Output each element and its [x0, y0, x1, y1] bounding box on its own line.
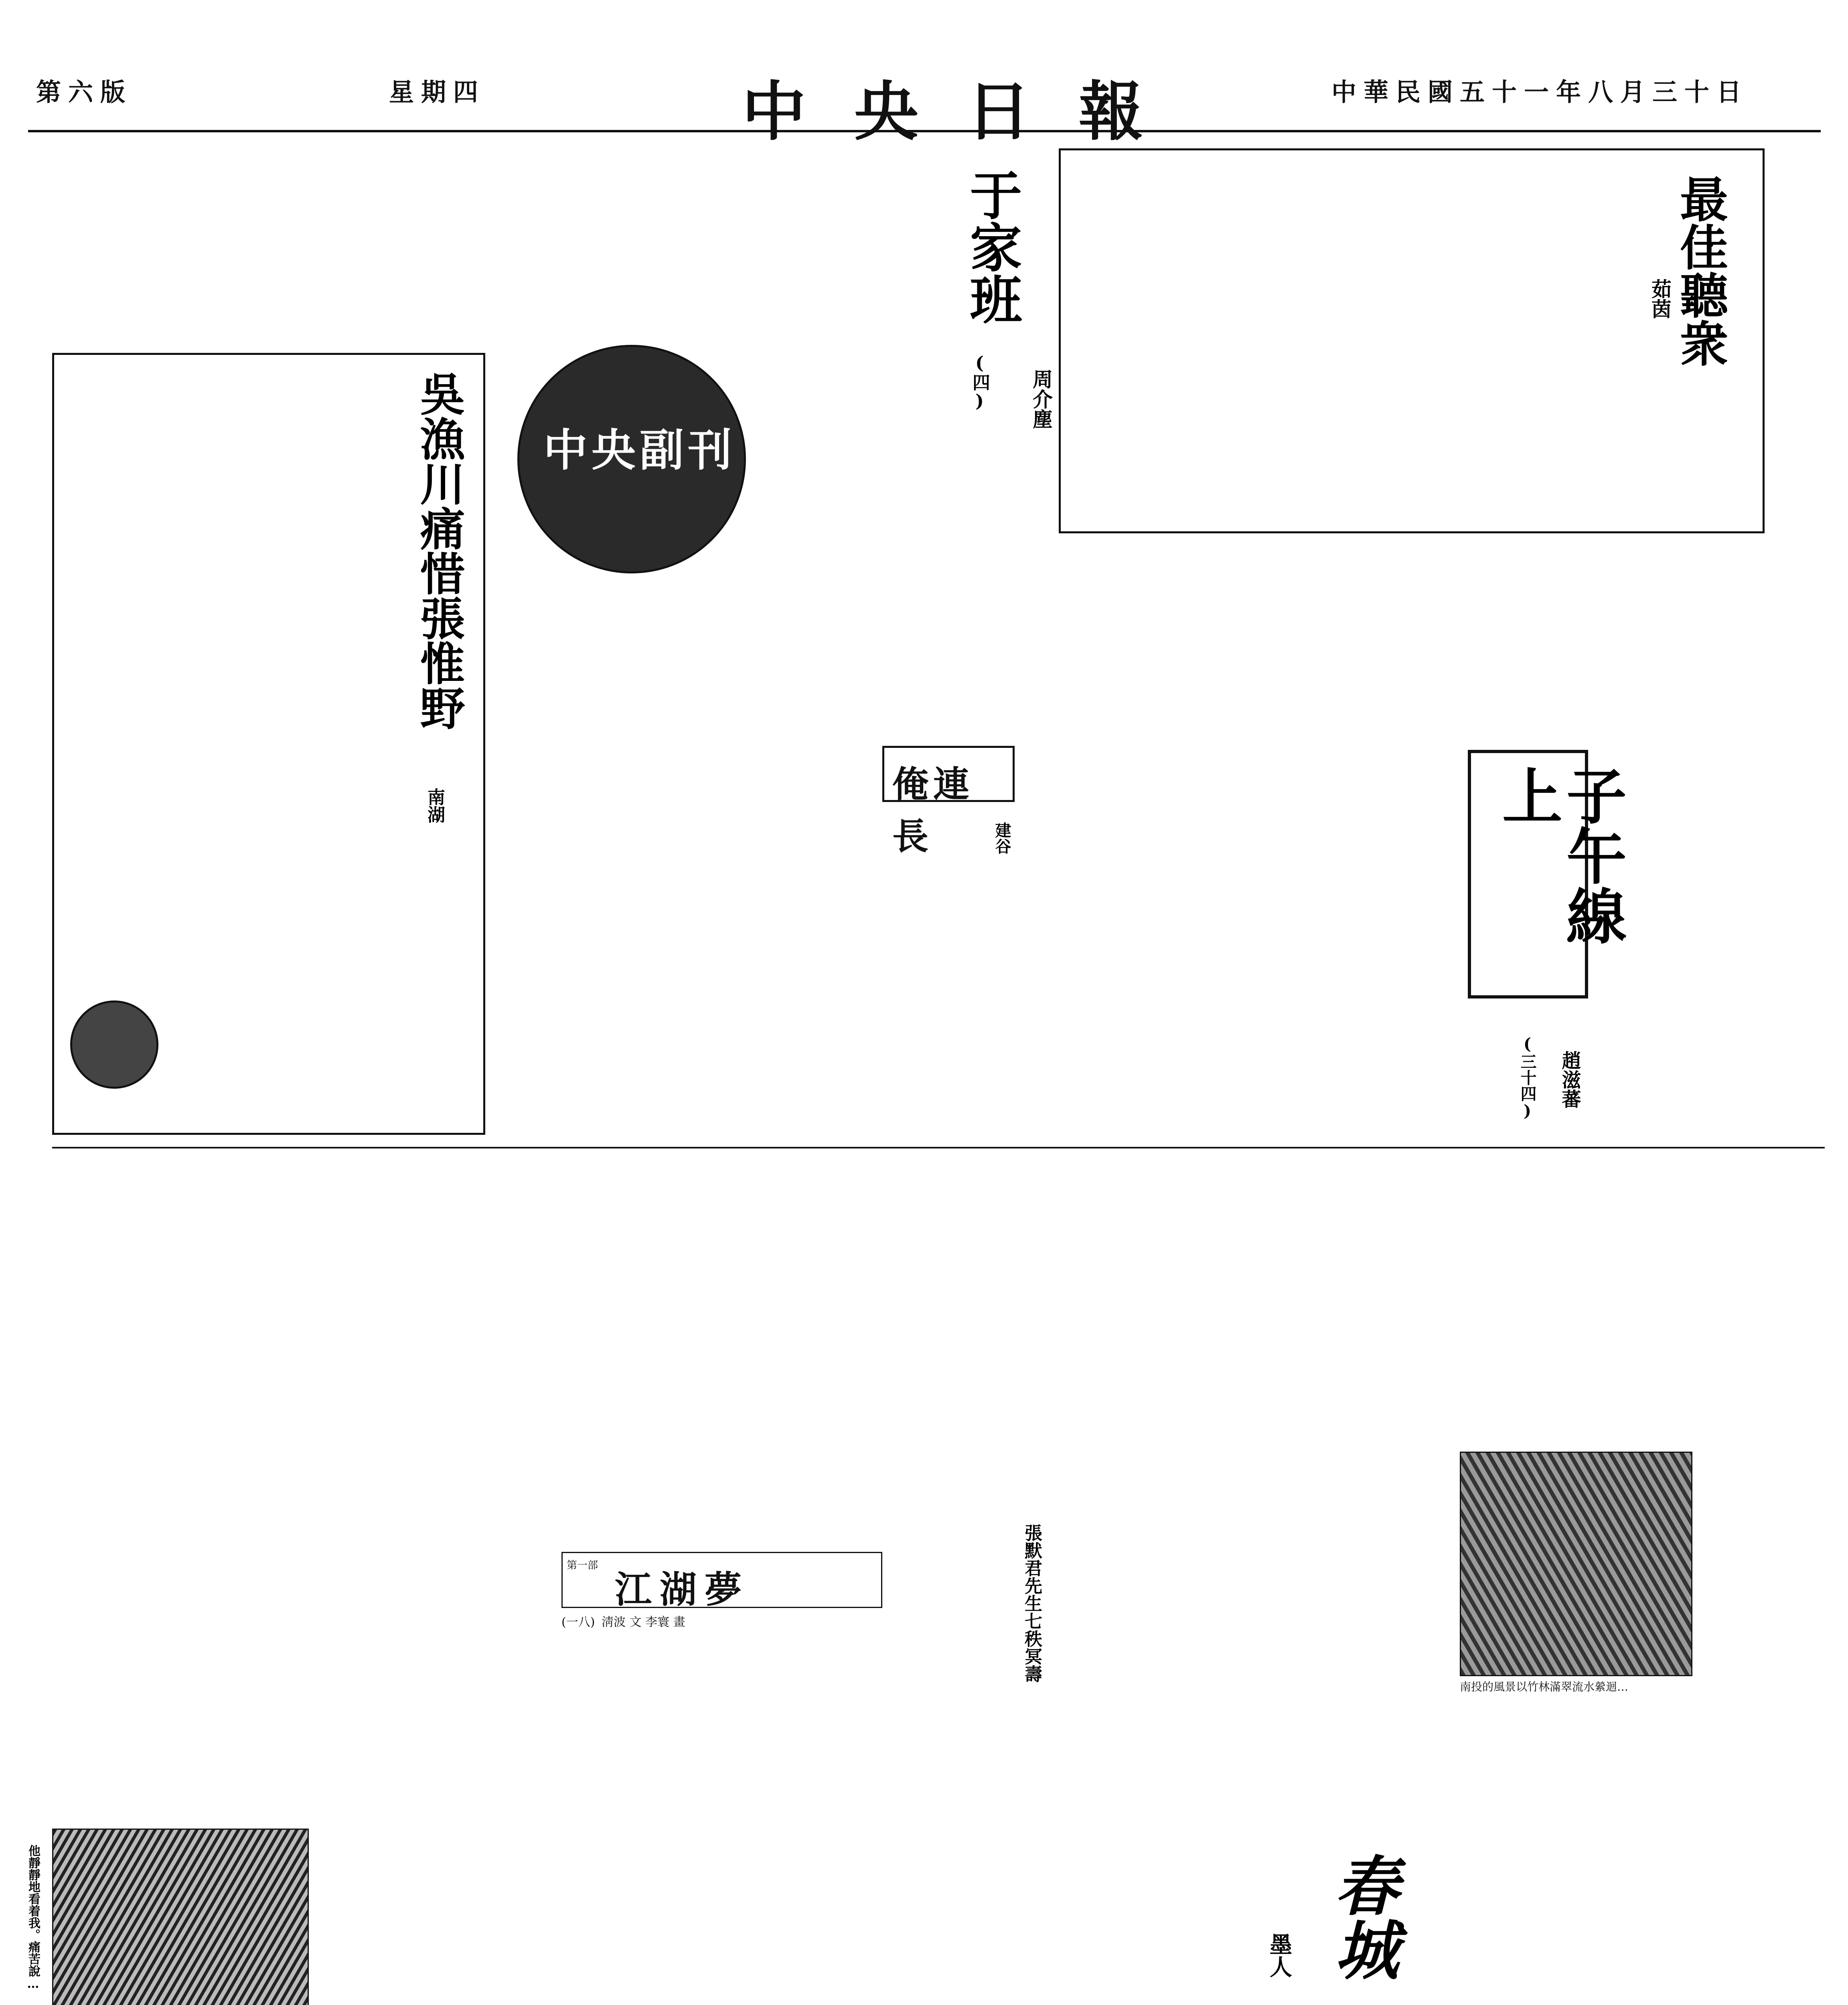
row3-article-c: [890, 1331, 1299, 1532]
row3-article-b: [481, 1331, 882, 1532]
supplement-logo: [517, 345, 746, 573]
jianghu-title-box: [561, 1552, 882, 1611]
meridian-title: 子午線上: [1492, 765, 1627, 946]
best-listening-title: 最佳聽衆: [1672, 174, 1728, 367]
emblem-icon: [70, 1000, 158, 1089]
right-edge-column: [1773, 148, 1825, 533]
landscape-photo-caption: 南投的風景以竹林滿翠流水縈迴…: [1460, 1680, 1629, 1693]
best-listening-box: [1059, 148, 1765, 533]
best-listening-body: [1073, 162, 1626, 519]
zhang-birthday-body: [894, 1544, 1015, 1744]
best-listening-author: 茹茵: [1648, 279, 1672, 319]
lower-mid-articles: [906, 1821, 1291, 2005]
jianghu-body-left: [52, 1540, 553, 1800]
lower-left-articles: [321, 1821, 898, 2005]
row3-article-a: [52, 1331, 473, 1532]
yu-family-title: 于家班: [961, 168, 1023, 325]
commander-body-left: [493, 754, 870, 1155]
yu-family-part: (四): [969, 353, 990, 411]
wu-yuchuan-title: 吳漁川痛惜張惟野: [413, 371, 465, 730]
landscape-photo: [1460, 1452, 1692, 1676]
wu-yuchuan-box: [52, 353, 485, 1135]
meridian-body-left: [1315, 746, 1460, 1147]
supplement-logo-text: 中央副刊: [543, 424, 736, 476]
masthead: [28, 60, 1821, 149]
chunshan-body-right: [1404, 1821, 1825, 2005]
right-lower-column: [1700, 1323, 1825, 1684]
commander-author: 建谷: [993, 822, 1011, 854]
mid-lower-article: [1051, 1516, 1303, 1716]
cartoon-illustration: [52, 1829, 309, 2005]
page-number: 第六版: [36, 77, 133, 107]
jianghu-series: 第一部: [567, 1559, 598, 1572]
paper-name: 中央日報: [742, 74, 1191, 149]
mid-article-1: [493, 577, 846, 746]
chunshan-title: 春城: [1324, 1853, 1399, 1981]
issue-date: 中華民國五十一年八月三十日: [1331, 77, 1749, 107]
jianghu-body: [561, 1632, 882, 1800]
jianghu-title: 江湖夢: [615, 1568, 750, 1611]
meridian-body-right: [1600, 545, 1825, 1171]
commander-title: 俺連長: [892, 763, 974, 858]
meridian-title-box: [1468, 750, 1627, 998]
jianghu-credits: 淸波 文 李寰 畫: [602, 1615, 685, 1629]
meridian-author: 趙滋蕃: [1558, 1051, 1581, 1108]
wide-article-row: [52, 1155, 1825, 1323]
divider: [52, 1147, 1825, 1148]
jianghu-part: (一八): [561, 1615, 595, 1629]
commander-body-right: [1019, 746, 1307, 1147]
zhang-birthday-title: 張默君先生七秩冥壽: [1021, 1524, 1042, 1683]
top-mid-article: [497, 148, 682, 341]
yu-family-author: 周介塵: [1029, 369, 1053, 429]
cartoon-caption: 他靜靜地看着我。痛苦說…: [26, 1845, 40, 1991]
wu-yuchuan-author: 南湖: [424, 788, 445, 823]
weekday: 星期四: [389, 77, 486, 107]
meridian-part: (三十四): [1518, 1035, 1537, 1120]
top-left-article: [52, 148, 493, 341]
chunshan-author: 墨人: [1266, 1933, 1293, 1978]
